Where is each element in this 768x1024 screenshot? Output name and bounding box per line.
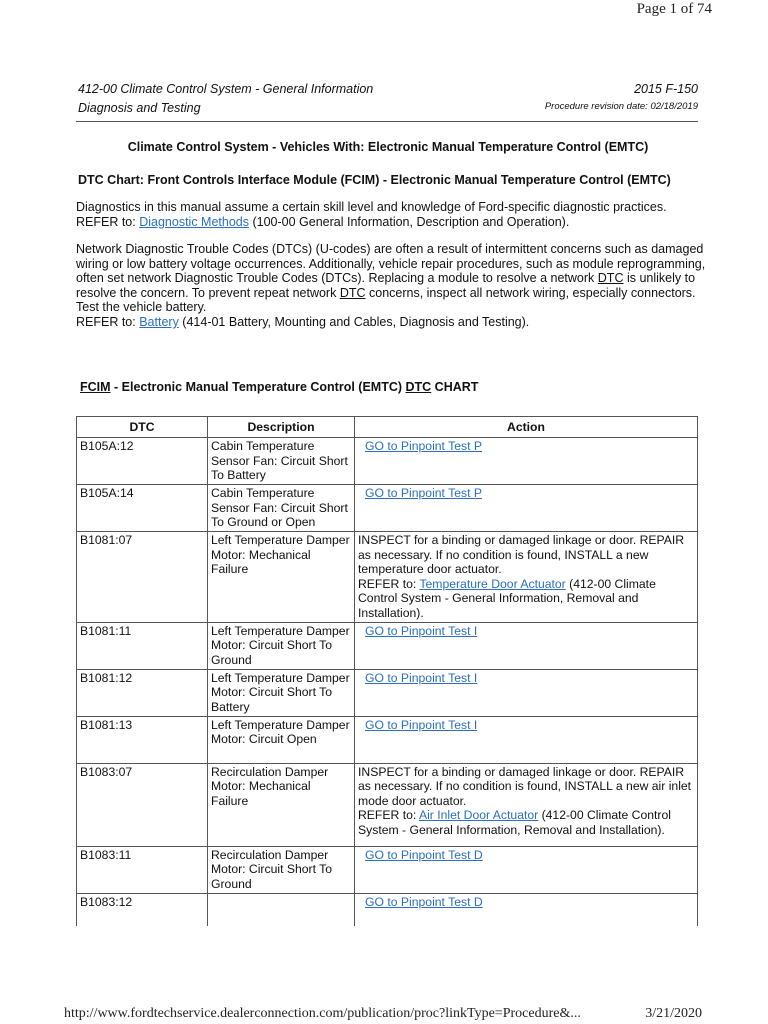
- pinpoint-test-link[interactable]: GO to Pinpoint Test I: [365, 623, 478, 638]
- intro-paragraph: [76, 200, 706, 229]
- subsection-title: Diagnosis and Testing: [78, 101, 201, 115]
- pinpoint-test-link[interactable]: GO to Pinpoint Test P: [365, 439, 482, 453]
- refer-prefix: REFER to:: [76, 214, 140, 229]
- action-cell: [355, 532, 698, 623]
- pinpoint-test-link[interactable]: GO to Pinpoint Test I: [365, 670, 478, 685]
- fcim-term: FCIM: [80, 380, 111, 394]
- page-number: Page 1 of 74: [636, 1, 712, 17]
- action-cell: [355, 763, 698, 846]
- action-text: INSPECT for a binding or damaged linkage or door. REPAIR as necessary. If no condition is found, INSTALL a new temperature door actuator.: [358, 533, 685, 577]
- pinpoint-test-link[interactable]: GO to Pinpoint Test D: [365, 894, 483, 909]
- action-column-header: Action: [355, 417, 698, 438]
- table-row: [77, 438, 698, 485]
- dtc-code: B1081:07: [77, 532, 208, 623]
- refer-suffix: (414-01 Battery, Mounting and Cables, Diagnosis and Testing).: [178, 314, 530, 329]
- source-url: http://www.fordtechservice.dealerconnection.com/publication/proc?linkType=Procedure&...: [64, 1006, 581, 1021]
- refer-suffix: (412-00 Climate Control System - General Information, Removal and Installation).: [358, 576, 656, 620]
- dtc-term: DTC: [339, 285, 366, 300]
- dtc-description: Recirculation Damper Motor: Mechanical Failure: [208, 763, 355, 846]
- refer-prefix: REFER to:: [76, 314, 140, 329]
- dtc-description: Cabin Temperature Sensor Fan: Circuit Short To Ground or Open: [208, 485, 355, 532]
- battery-link[interactable]: Battery: [139, 314, 179, 329]
- dtc-chart-title: [80, 380, 478, 394]
- table-row: [77, 669, 698, 716]
- table-row: [77, 763, 698, 846]
- dtc-term: DTC: [597, 271, 624, 286]
- header-left: [78, 80, 373, 118]
- revision-date: Procedure revision date: 02/18/2019: [544, 101, 698, 112]
- dtc-term: DTC: [405, 380, 432, 394]
- network-text-2: is unlikely to resolve the concern. To prevent repeat network: [76, 271, 696, 300]
- print-date: 3/21/2020: [645, 1006, 702, 1021]
- refer-prefix: REFER to:: [358, 576, 420, 591]
- refer-prefix: REFER to:: [358, 808, 419, 823]
- dtc-description: [208, 893, 355, 926]
- chart-title-middle: - Electronic Manual Temperature Control (EMTC): [110, 380, 406, 394]
- dtc-column-header: DTC: [77, 417, 208, 438]
- vehicle-model: 2015 F-150: [634, 82, 698, 96]
- dtc-description: Left Temperature Damper Motor: Circuit Short To Battery: [208, 669, 355, 716]
- dtc-code: B1081:12: [77, 669, 208, 716]
- refer-suffix: (412-00 Climate Control System - General Information, Removal and Installation).: [358, 808, 671, 837]
- dtc-description: Left Temperature Damper Motor: Circuit Short To Ground: [208, 622, 355, 669]
- dtc-code: B105A:12: [77, 438, 208, 485]
- table-row: [77, 485, 698, 532]
- dtc-description: Left Temperature Damper Motor: Circuit Open: [208, 716, 355, 763]
- network-text-3: concerns, inspect all network wiring, especially connectors. Test the vehicle battery.: [76, 285, 696, 315]
- dtc-code: B1081:13: [77, 716, 208, 763]
- page-title: Climate Control System - Vehicles With: Electronic Manual Temperature Control (EMTC): [127, 140, 649, 154]
- network-dtc-paragraph: [76, 242, 706, 330]
- table-row: [77, 716, 698, 763]
- intro-text: Diagnostics in this manual assume a certain skill level and knowledge of Ford-specific diagnostic practices.: [76, 200, 667, 214]
- dtc-description: Cabin Temperature Sensor Fan: Circuit Short To Battery: [208, 438, 355, 485]
- chart-title-end: CHART: [431, 380, 479, 394]
- table-header-row: [77, 417, 698, 438]
- dtc-description: Left Temperature Damper Motor: Mechanical Failure: [208, 532, 355, 623]
- temperature-door-actuator-link[interactable]: Temperature Door Actuator: [419, 576, 566, 591]
- dtc-description: Recirculation Damper Motor: Circuit Short To Ground: [208, 846, 355, 893]
- dtc-code: B105A:14: [77, 485, 208, 532]
- table-row: [77, 846, 698, 893]
- network-text-1: Network Diagnostic Trouble Codes (DTCs) (U-codes) are often a result of intermittent concerns such as damaged wiring or low battery voltage occurrences. Additionally, vehicle repair procedures, such as module reprogramming, often set network Diagnostic Trouble Codes (DTCs). Replacing a module to resolve a network: [76, 242, 706, 286]
- pinpoint-test-link[interactable]: GO to Pinpoint Test D: [365, 847, 483, 862]
- header-right: [545, 80, 698, 112]
- section-title: 412-00 Climate Control System - General Information: [78, 82, 374, 96]
- page-footer: [64, 1006, 702, 1022]
- page-subtitle: DTC Chart: Front Controls Interface Module (FCIM) - Electronic Manual Temperature Control (EMTC): [78, 173, 671, 187]
- dtc-code: B1083:07: [77, 763, 208, 846]
- air-inlet-door-actuator-link[interactable]: Air Inlet Door Actuator: [418, 808, 539, 823]
- dtc-code: B1083:12: [77, 893, 208, 926]
- dtc-code: B1083:11: [77, 846, 208, 893]
- table-row: [77, 622, 698, 669]
- diagnostic-methods-link[interactable]: Diagnostic Methods: [139, 214, 249, 229]
- header-divider: [76, 121, 698, 122]
- pinpoint-test-link[interactable]: GO to Pinpoint Test I: [365, 717, 478, 732]
- table-row: [77, 893, 698, 926]
- dtc-code: B1081:11: [77, 622, 208, 669]
- pinpoint-test-link[interactable]: GO to Pinpoint Test P: [365, 486, 482, 500]
- refer-suffix: (100-00 General Information, Description and Operation).: [249, 214, 570, 229]
- description-column-header: Description: [208, 417, 355, 438]
- dtc-table: [76, 416, 698, 926]
- table-row: [77, 532, 698, 623]
- action-text: INSPECT for a binding or damaged linkage or door. REPAIR as necessary. If no condition is found, INSTALL a new air inlet mode door actuator.: [358, 764, 692, 808]
